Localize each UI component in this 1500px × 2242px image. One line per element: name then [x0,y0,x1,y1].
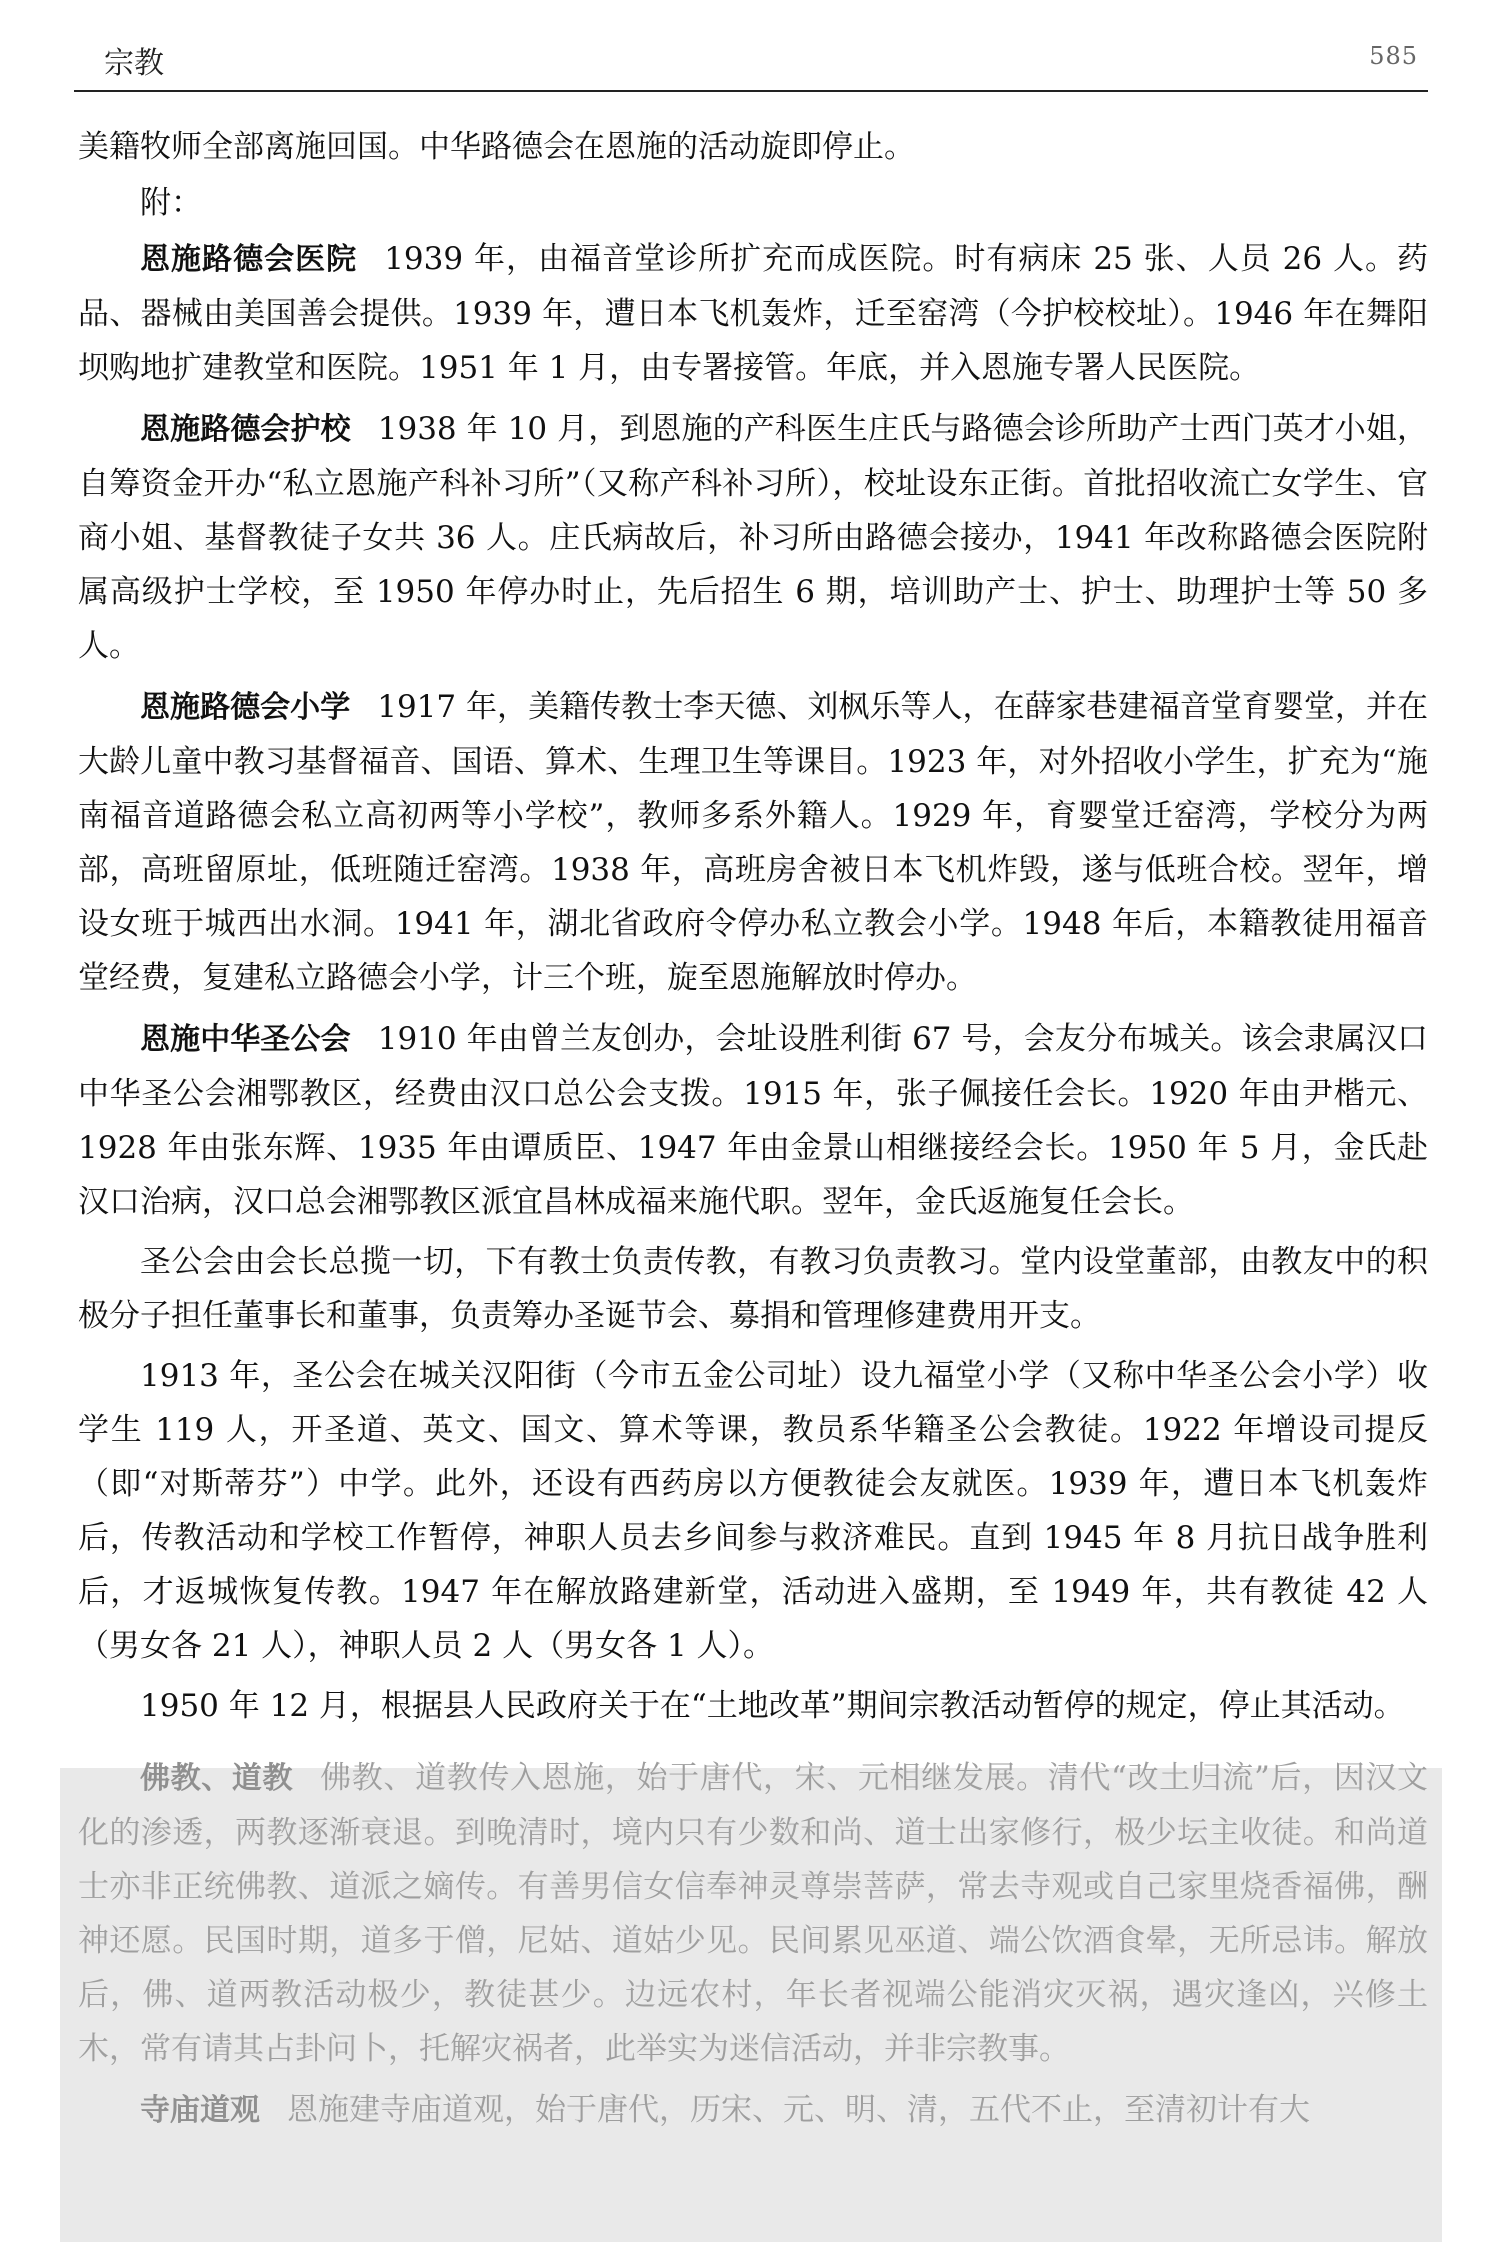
paragraph-suspension: 1950 年 12 月，根据县人民政府关于在“土地改革”期间宗教活动暂停的规定，停止其活动。 [140,1688,1405,1724]
body-text [78,120,1428,2138]
section-title: 宗教 [104,46,164,81]
entry-anglican-church [78,1012,1428,1229]
entry-temples [78,2083,1428,2138]
entry-lutheran-nursing-school [78,402,1428,673]
entry-text: 1917 年，美籍传教士李天德、刘枫乐等人，在薛家巷建福音堂育婴堂，并在大龄儿童中教习基督福音、国语、算术、生理卫生等课目。1923 年，对外招收小学生，扩充为“施南福音道路德会私立高初两等小学校”，教师多系外籍人。1929 年，育婴堂迁窑湾，学校分为两部，高班留原址，低班随迁窑湾。1938 年，高班房舍被日本飞机炸毁，遂与低班合校。翌年，增设女班于城西出水洞。1941 年，湖北省政府令停办私立教会小学。1948 年后，本籍教徒用福音堂经费，复建私立路德会小学，计三个班，旋至恩施解放时停办。 [78,689,1428,996]
entry-heading: 佛教、道教 [140,1761,294,1796]
page-number: 585 [1369,42,1418,70]
entry-text: 1938 年 10 月，到恩施的产科医生庄氏与路德会诊所助产士西门英才小姐，自筹资金开办“私立恩施产科补习所”（又称产科补习所），校址设东正街。首批招收流亡女学生、官商小姐、基督教徒子女共 36 人。庄氏病故后，补习所由路德会接办，1941 年改称路德会医院附属高级护士学校，至 1950 年停办时止，先后招生 6 期，培训助产士、护士、助理护士等 50 多人。 [78,411,1429,664]
entry-heading: 恩施中华圣公会 [140,1022,351,1057]
entry-text: 恩施建寺庙道观，始于唐代，历宋、元、明、清，五代不止，至清初计有大 [287,2092,1310,2128]
entry-text: 1939 年，由福音堂诊所扩充而成医院。时有病床 25 张、人员 26 人。药品、器械由美国善会提供。1939 年，遭日本飞机轰炸，迁至窑湾（今护校校址）。1946 年在舞阳坝购地扩建教堂和医院。1951 年 1 月，由专署接管。年底，并入恩施专署人民医院。 [78,241,1429,386]
paragraph-organization: 圣公会由会长总揽一切，下有教士负责传教，有教习负责教习。堂内设堂董部，由教友中的积极分子担任董事长和董事，负责筹办圣诞节会、募捐和管理修建费用开支。 [78,1244,1428,1334]
entry-text: 1910 年由曾兰友创办，会址设胜利街 67 号，会友分布城关。该会隶属汉口中华圣公会湘鄂教区，经费由汉口总公会支拨。1915 年，张子佩接任会长。1920 年由尹楷元、1928 年由张东辉、1935 年由谭质臣、1947 年由金景山相继接经会长。1950 年 5 月，金氏赴汉口治病，汉口总会湘鄂教区派宜昌林成福来施代职。翌年，金氏返施复任会长。 [78,1021,1429,1220]
annex-label: 附： [140,185,202,221]
entry-heading: 恩施路德会小学 [140,690,351,725]
running-header [74,36,1428,92]
entry-heading: 恩施路德会医院 [140,242,358,277]
paragraph-schools-history: 1913 年，圣公会在城关汉阳街（今市五金公司址）设九福堂小学（又称中华圣公会小学）收学生 119 人，开圣道、英文、国文、算术等课，教员系华籍圣公会教徒。1922 年增设司提反（即“对斯蒂芬”）中学。此外，还设有西药房以方便教徒会友就医。1939 年，遭日本飞机轰炸后，传教活动和学校工作暂停，神职人员去乡间参与救济难民。直到 1945 年 8 月抗日战争胜利后，才返城恢复传教。1947 年在解放路建新堂，活动进入盛期，至 1949 年，共有教徒 42 人（男女各 21 人），神职人员 2 人（男女各 1 人）。 [78,1358,1428,1664]
entry-heading: 寺庙道观 [140,2093,260,2128]
continued-paragraph: 美籍牧师全部离施回国。中华路德会在恩施的活动旋即停止。 [78,129,915,165]
entry-text: 佛教、道教传入恩施，始于唐代，宋、元相继发展。清代“改土归流”后，因汉文化的渗透，两教逐渐衰退。到晚清时，境内只有少数和尚、道士出家修行，极少坛主收徒。和尚道士亦非正统佛教、道派之嫡传。有善男信女信奉神灵尊崇菩萨，常去寺观或自己家里烧香福佛，酬神还愿。民国时期，道多于僧，尼姑、道姑少见。民间累见巫道、端公饮酒食晕，无所忌讳。解放后，佛、道两教活动极少，教徒甚少。边远农村，年长者视端公能消灾灭祸，遇灾逢凶，兴修土木，常有请其占卦问卜，托解灾祸者，此举实为迷信活动，并非宗教事。 [78,1760,1428,2067]
entry-lutheran-primary-school [78,680,1428,1005]
faded-section [78,1751,1428,2138]
entry-buddhism-taoism [78,1751,1428,2076]
entry-lutheran-hospital [78,232,1428,395]
entry-heading: 恩施路德会护校 [140,412,351,447]
